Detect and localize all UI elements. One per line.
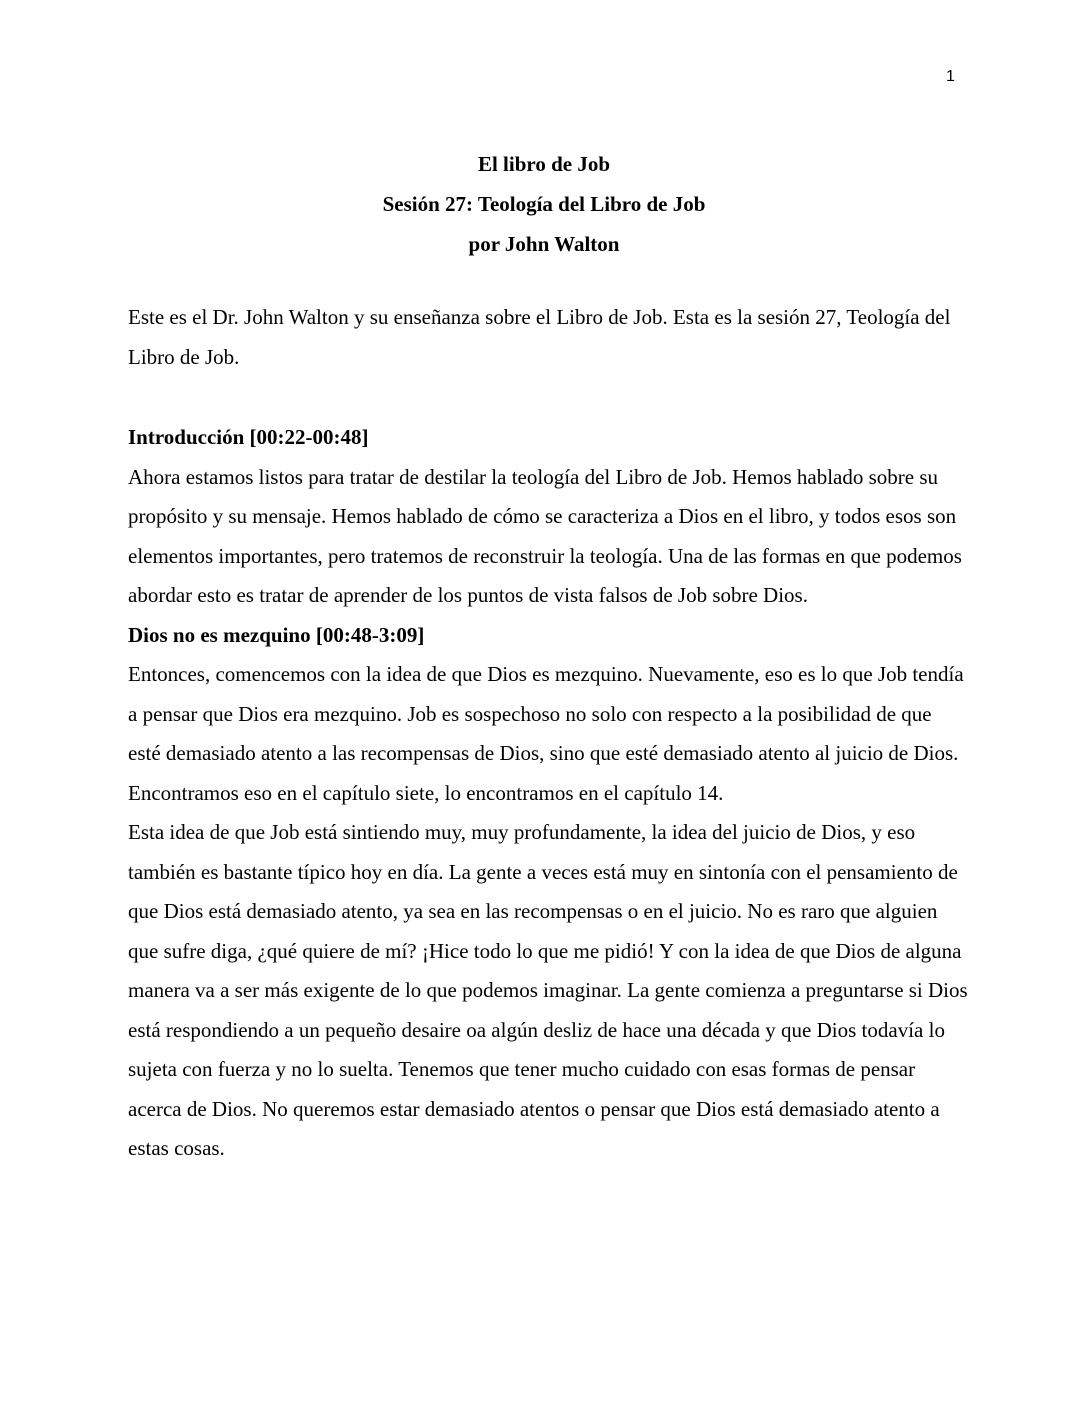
document-body <box>128 418 968 1169</box>
title-line-book: El libro de Job <box>477 152 611 176</box>
section-heading-introduccion: Introducción [00:22-00:48] <box>128 425 369 449</box>
title-line-session: Sesión 27: Teología del Libro de Job <box>382 192 706 216</box>
page-number: 1 <box>946 68 955 85</box>
section-heading-dios-no-es-mezquino: Dios no es mezquino [00:48-3:09] <box>128 622 425 647</box>
title-line-author: por John Walton <box>468 232 620 256</box>
paragraph: Ahora estamos listos para tratar de destilar la teología del Libro de Job. Hemos hablado sobre su propósito y su mensaje. Hemos hablado de cómo se caracteriza a Dios en el libro, y todos esos son elementos importantes, pero tratemos de reconstruir la teología. Una de las formas en que podemos abordar esto es tratar de aprender de los puntos de vista falsos de Job sobre Dios. <box>128 464 962 607</box>
paragraph: Esta idea de que Job está sintiendo muy, muy profundamente, la idea del juicio de Dios, y eso también es bastante típico hoy en día. La gente a veces está muy en sintonía con el pensamiento de que Dios está demasiado atento, ya sea en las recompensas o en el juicio. No es raro que alguien que sufre diga, ¿qué quiere de mí? ¡Hice todo lo que me pidió! Y con la idea de que Dios de alguna manera va a ser más exigente de lo que podemos imaginar. La gente comienza a preguntarse si Dios está respondiendo a un pequeño desaire oa algún desliz de hace una década y que Dios todavía lo sujeta con fuerza y no lo suelta. Tenemos que tener mucho cuidado con esas formas de pensar acerca de Dios. No queremos estar demasiado atentos o pensar que Dios está demasiado atento a estas cosas. <box>128 820 968 1160</box>
paragraph: Entonces, comencemos con la idea de que Dios es mezquino. Nuevamente, eso es lo que Job tendía a pensar que Dios era mezquino. Job es sospechoso no solo con respecto a la posibilidad de que esté demasiado atento a las recompensas de Dios, sino que esté demasiado atento al juicio de Dios. Encontramos eso en el capítulo siete, lo encontramos en el capítulo 14. <box>128 662 964 805</box>
intro-paragraph: Este es el Dr. John Walton y su enseñanza sobre el Libro de Job. Esta es la sesión 27, Teología del Libro de Job. <box>128 305 951 369</box>
document-title <box>0 144 1088 264</box>
